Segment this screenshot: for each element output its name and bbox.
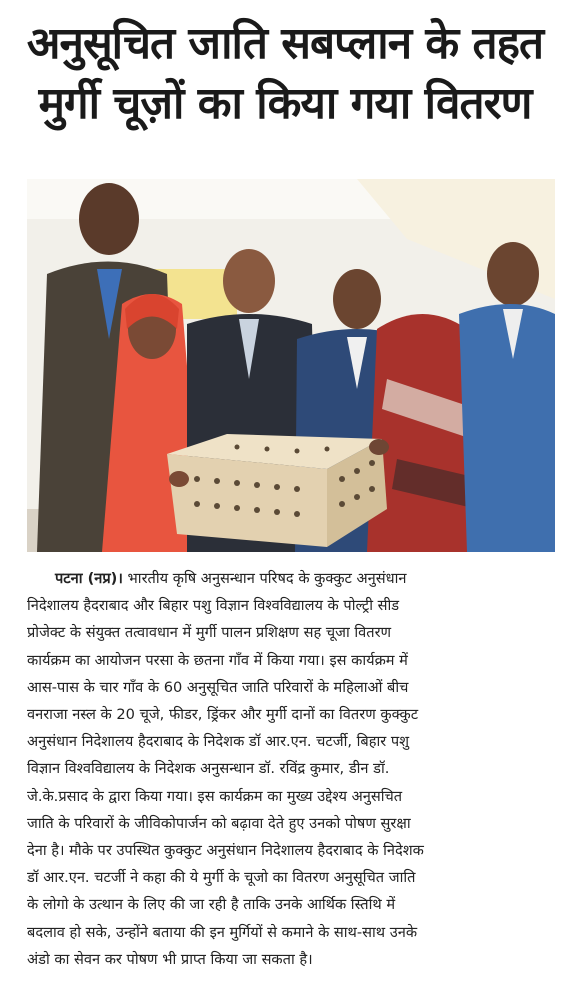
dateline: पटना (नप्र)। [55,570,123,587]
article-line: वनराजा नस्ल के 20 चूजे, फीडर, ड्रिंकर और मुर्गी दानों का वितरण कुक्कुट [27,706,419,724]
headline-line-1: अनुसूचित जाति सबप्लान के तहत [26,18,544,69]
article-body [27,565,555,973]
group-photo-icon [27,179,555,552]
news-photo [27,179,555,552]
article-line: प्रोजेक्ट के संयुक्त तत्वावधान में मुर्गी पालन प्रशिक्षण सह चूजा वितरण [27,624,392,642]
article-line: विज्ञान विश्वविद्यालय के निदेशक अनुसन्धान डॉ. रविंद्र कुमार, डीन डॉ. [27,760,390,778]
article-line: के लोगो के उत्थान के लिए की जा रही है ताकि उनके आर्थिक स्तिथि में [27,896,396,914]
headline-line-2: मुर्गी चूज़ों का किया गया वितरण [38,78,532,129]
article-line: पटना (नप्र)। भारतीय कृषि अनुसन्धान परिषद के कुक्कुट अनुसंधान [55,570,407,587]
article-line: बदलाव हो सके, उन्होंने बताया की इन मुर्गियों से कमाने के साथ-साथ उनके [27,923,418,941]
headline [14,14,556,134]
article-line: निदेशालय हैदराबाद और बिहार पशु विज्ञान विश्वविद्यालय के पोल्ट्री सीड [27,597,400,615]
article-line: जे.के.प्रसाद के द्वारा किया गया। इस कार्यक्रम का मुख्य उद्देश्य अनुसचित [27,787,403,805]
article-line: देना है। मौके पर उपस्थित कुक्कुट अनुसंधान निदेशालय हैदराबाद के निदेशक [27,842,424,860]
article-line: डॉ आर.एन. चटर्जी ने कहा की ये मुर्गी के चूजो का वितरण अनुसूचित जाति [27,869,416,887]
article-line: जाति के परिवारों के जीविकोपार्जन को बढ़ावा देते हुए उनको पोषण सुरक्षा [27,814,411,832]
article-line: अनुसंधान निदेशालय हैदराबाद के निदेशक डॉ आर.एन. चटर्जी, बिहार पशु [27,733,410,751]
article-line: आस-पास के चार गाँव के 60 अनुसूचित जाति परिवारों के महिलाओं बीच [27,678,409,696]
article-line: अंडो का सेवन कर पोषण भी प्राप्त किया जा सकता है। [27,950,313,968]
article-line: कार्यक्रम का आयोजन परसा के छतना गाँव में किया गया। इस कार्यक्रम में [27,651,408,669]
